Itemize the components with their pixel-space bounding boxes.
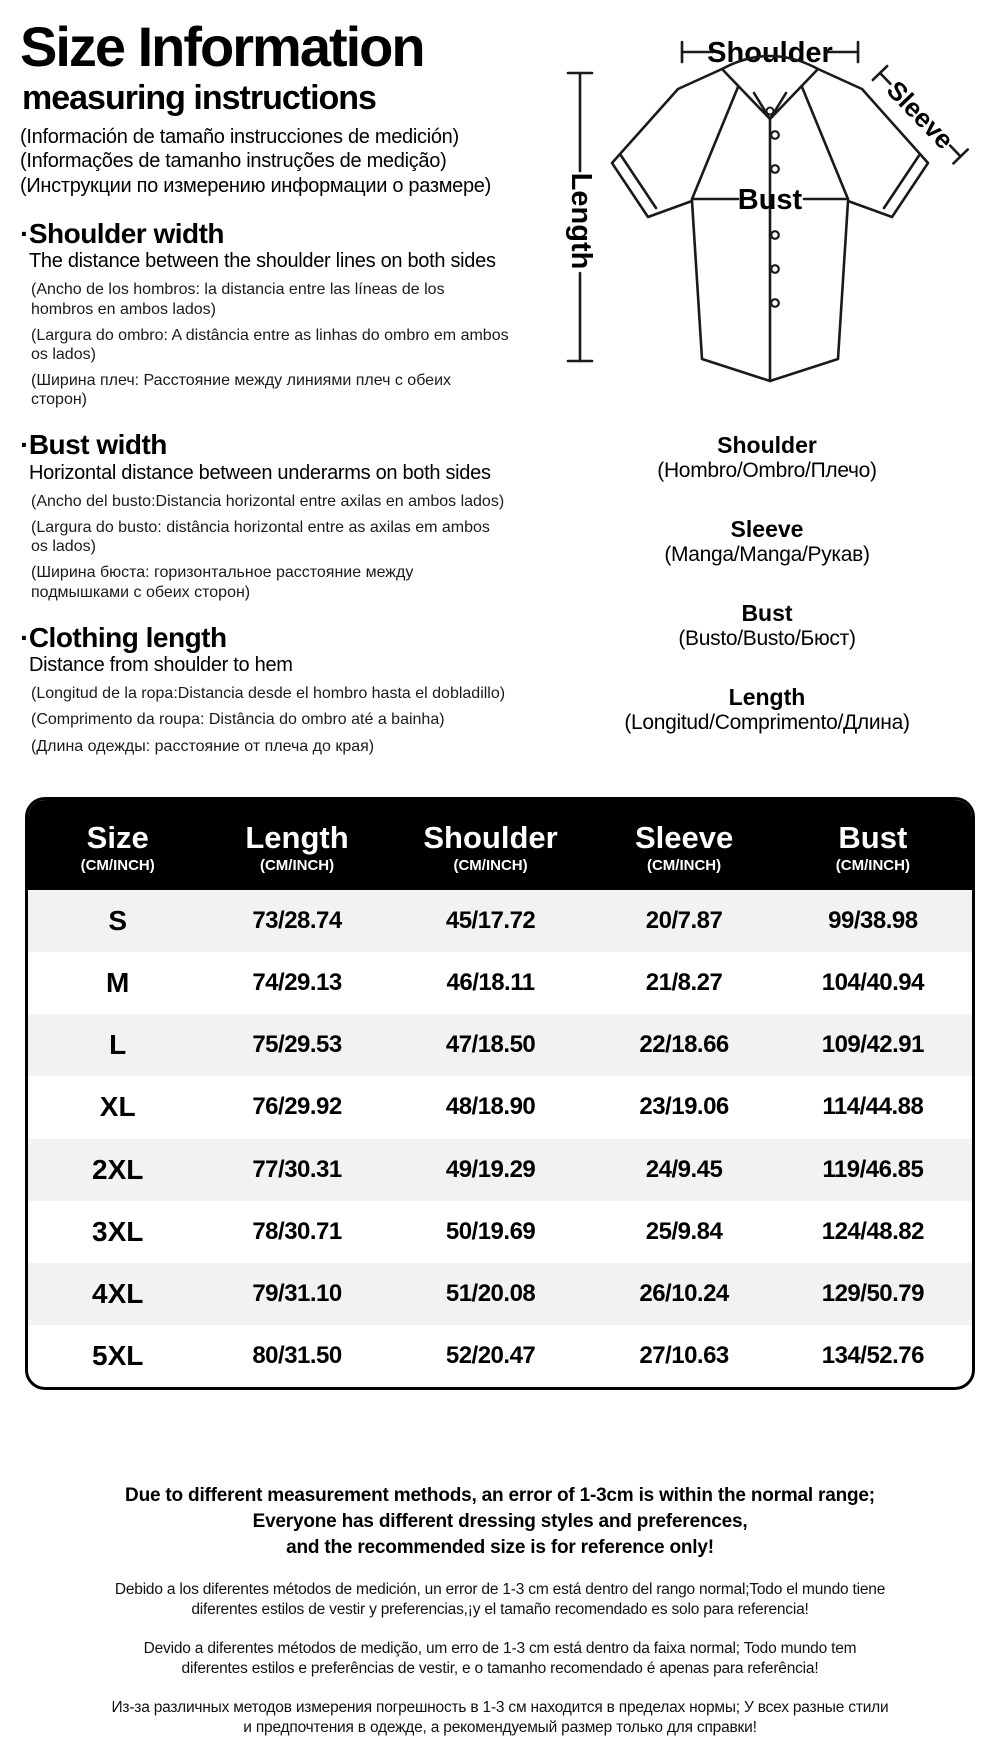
measurement-cell: 26/10.24 <box>639 1279 729 1307</box>
term-name: Shoulder <box>717 432 817 458</box>
measurement-cell: 50/19.69 <box>445 1217 536 1245</box>
measurement-cell: 104/40.94 <box>821 969 925 997</box>
measuring-instructions-panel <box>20 15 555 756</box>
table-row <box>28 1014 972 1076</box>
measurement-cell: 45/17.72 <box>445 907 536 935</box>
section-note-es: (Ancho de los hombros: la distancia entre las líneas de los hombros en ambos lados) <box>31 281 445 318</box>
measurement-cell: 46/18.11 <box>446 969 535 997</box>
section-clothing-length <box>20 623 555 756</box>
measurement-cell: 75/29.53 <box>252 1031 342 1059</box>
size-cell: S <box>108 905 128 937</box>
table-row <box>28 1325 972 1387</box>
section-note-ru: (Ширина бюста: горизонтальное расстояние между подмышками с обеих сторон) <box>31 564 414 601</box>
section-description: The distance between the shoulder lines on both sides <box>29 250 496 273</box>
size-chart-table-container <box>25 797 975 1390</box>
section-title: ·Clothing length <box>20 621 227 653</box>
diagram-sleeve-label: Sleeve <box>880 74 960 155</box>
measurement-cell: 119/46.85 <box>822 1155 924 1183</box>
unit-label: (CM/INCH) <box>453 857 528 875</box>
column-header-size: Size (CM/INCH) <box>28 800 207 890</box>
measurement-cell: 47/18.50 <box>445 1031 536 1059</box>
measurement-cell: 129/50.79 <box>821 1279 925 1307</box>
term-name: Sleeve <box>730 516 804 542</box>
measurement-cell: 114/44.88 <box>822 1093 924 1121</box>
disclaimer-english: Due to different measurement methods, an error of 1-3cm is within the normal range; Everyone has different dressing styles and preferences, and the recommended size is for reference only! <box>125 1485 875 1558</box>
diagram-terms-list <box>552 432 982 735</box>
table-row <box>28 1201 972 1263</box>
section-title: ·Shoulder width <box>20 217 225 249</box>
measurement-cell: 52/20.47 <box>445 1341 536 1369</box>
section-note-es: (Longitud de la ropa:Distancia desde el hombro hasta el dobladillo) <box>31 685 506 703</box>
disclaimer-russian: Из-за различных методов измерения погрешность в 1-3 см находится в пределах нормы; У всех разные стили и предпочтения в одежде, а рекомендуемый размер только для справки! <box>111 1699 889 1736</box>
disclaimer-spanish: Debido a los diferentes métodos de medición, un error de 1-3 cm está dentro del rango normal;Todo el mundo tiene diferentes estilos de vestir y preferencias,¡y el tamaño recomendado es solo para referencia! <box>114 1581 886 1618</box>
term-translation: (Hombro/Ombro/Плечо) <box>657 459 877 482</box>
disclaimer-portuguese: Devido a diferentes métodos de medição, um erro de 1-3 cm está dentro da faixa normal; Todo mundo tem diferentes estilos e preferências de vestir, e o tamanho recomendado é apenas para referência! <box>143 1640 857 1677</box>
diagram-length-label: Length <box>565 172 597 270</box>
measurement-cell: 74/29.13 <box>252 969 342 997</box>
measurement-cell: 22/18.66 <box>639 1031 729 1059</box>
diagram-shoulder-label: Shoulder <box>707 37 833 69</box>
section-description: Horizontal distance between underarms on both sides <box>29 461 491 484</box>
section-note-pt: (Largura do busto: distância horizontal entre as axilas em ambos os lados) <box>31 519 490 556</box>
term-bust <box>552 600 982 651</box>
size-cell: M <box>106 967 130 999</box>
measurement-cell: 79/31.10 <box>252 1279 342 1307</box>
term-length <box>552 684 982 735</box>
size-chart-table <box>28 800 972 1387</box>
measurement-cell: 48/18.90 <box>445 1093 536 1121</box>
measurement-cell: 51/20.08 <box>445 1279 536 1307</box>
table-header <box>28 800 972 890</box>
measurement-cell: 49/19.29 <box>445 1155 536 1183</box>
size-table-body <box>28 890 972 1387</box>
table-row <box>28 1139 972 1201</box>
unit-label: (CM/INCH) <box>835 857 910 875</box>
measurement-cell: 78/30.71 <box>252 1217 342 1245</box>
column-header-sleeve: Sleeve (CM/INCH) <box>594 800 773 890</box>
title-translations <box>20 125 555 198</box>
page-subtitle: measuring instructions <box>22 78 376 117</box>
shirt-measurement-diagram <box>550 28 990 396</box>
disclaimer-footer <box>0 1483 1000 1738</box>
measurement-cell: 124/48.82 <box>821 1217 925 1245</box>
column-header-bust: Bust (CM/INCH) <box>774 800 972 890</box>
page-title: Size Information <box>20 15 424 78</box>
measurement-cell: 77/30.31 <box>252 1155 342 1183</box>
measurement-cell: 80/31.50 <box>252 1341 342 1369</box>
column-header-length: Length (CM/INCH) <box>207 800 386 890</box>
size-cell: 4XL <box>92 1277 144 1309</box>
size-cell: 5XL <box>92 1339 144 1371</box>
size-cell: 3XL <box>92 1215 144 1247</box>
section-note-pt: (Largura do ombro: A distância entre as linhas do ombro em ambos os lados) <box>31 326 509 363</box>
section-note-es: (Ancho del busto:Distancia horizontal entre axilas en ambos lados) <box>31 492 505 510</box>
measurement-cell: 24/9.45 <box>645 1155 723 1183</box>
measurement-cell: 109/42.91 <box>821 1031 925 1059</box>
title-translation-es: (Información de tamaño instrucciones de medición) <box>20 125 459 148</box>
size-cell: 2XL <box>92 1153 144 1185</box>
size-cell: XL <box>99 1091 136 1123</box>
title-translation-ru: (Инструкции по измерению информации о размере) <box>20 174 491 197</box>
title-translation-pt: (Informações de tamanho instruções de medição) <box>20 150 447 173</box>
diagram-bust-label: Bust <box>737 184 803 216</box>
table-row <box>28 1076 972 1138</box>
term-shoulder <box>552 432 982 483</box>
table-row <box>28 1263 972 1325</box>
term-translation: (Longitud/Comprimento/Длина) <box>624 711 910 734</box>
table-row <box>28 952 972 1014</box>
table-row <box>28 890 972 952</box>
section-bust-width <box>20 430 555 601</box>
measurement-cell: 25/9.84 <box>645 1217 723 1245</box>
section-description: Distance from shoulder to hem <box>29 654 293 677</box>
measurement-cell: 21/8.27 <box>645 969 723 997</box>
shirt-diagram-icon <box>550 28 990 396</box>
measurement-cell: 73/28.74 <box>252 907 342 935</box>
section-note-ru: (Ширина плеч: Расстояние между линиями плеч с обеих сторон) <box>31 372 452 409</box>
term-sleeve <box>552 516 982 567</box>
term-translation: (Busto/Busto/Бюст) <box>678 627 856 650</box>
section-note-pt: (Comprimento da roupa: Distância do ombro até a bainha) <box>31 711 445 729</box>
measurement-cell: 134/52.76 <box>821 1341 925 1369</box>
measurement-cell: 23/19.06 <box>639 1093 729 1121</box>
section-shoulder-width <box>20 219 555 410</box>
column-header-shoulder: Shoulder (CM/INCH) <box>387 800 595 890</box>
measurement-cell: 20/7.87 <box>645 907 723 935</box>
unit-label: (CM/INCH) <box>646 857 722 875</box>
unit-label: (CM/INCH) <box>80 857 155 875</box>
section-note-ru: (Длина одежды: расстояние от плеча до края) <box>31 737 375 755</box>
measurement-cell: 99/38.98 <box>828 907 918 935</box>
term-name: Bust <box>741 600 793 626</box>
term-translation: (Manga/Manga/Рукав) <box>664 543 870 566</box>
size-cell: L <box>109 1029 127 1061</box>
term-name: Length <box>728 684 806 710</box>
measurement-cell: 27/10.63 <box>639 1341 729 1369</box>
measurement-cell: 76/29.92 <box>252 1093 342 1121</box>
section-title: ·Bust width <box>20 429 167 461</box>
unit-label: (CM/INCH) <box>259 857 335 875</box>
